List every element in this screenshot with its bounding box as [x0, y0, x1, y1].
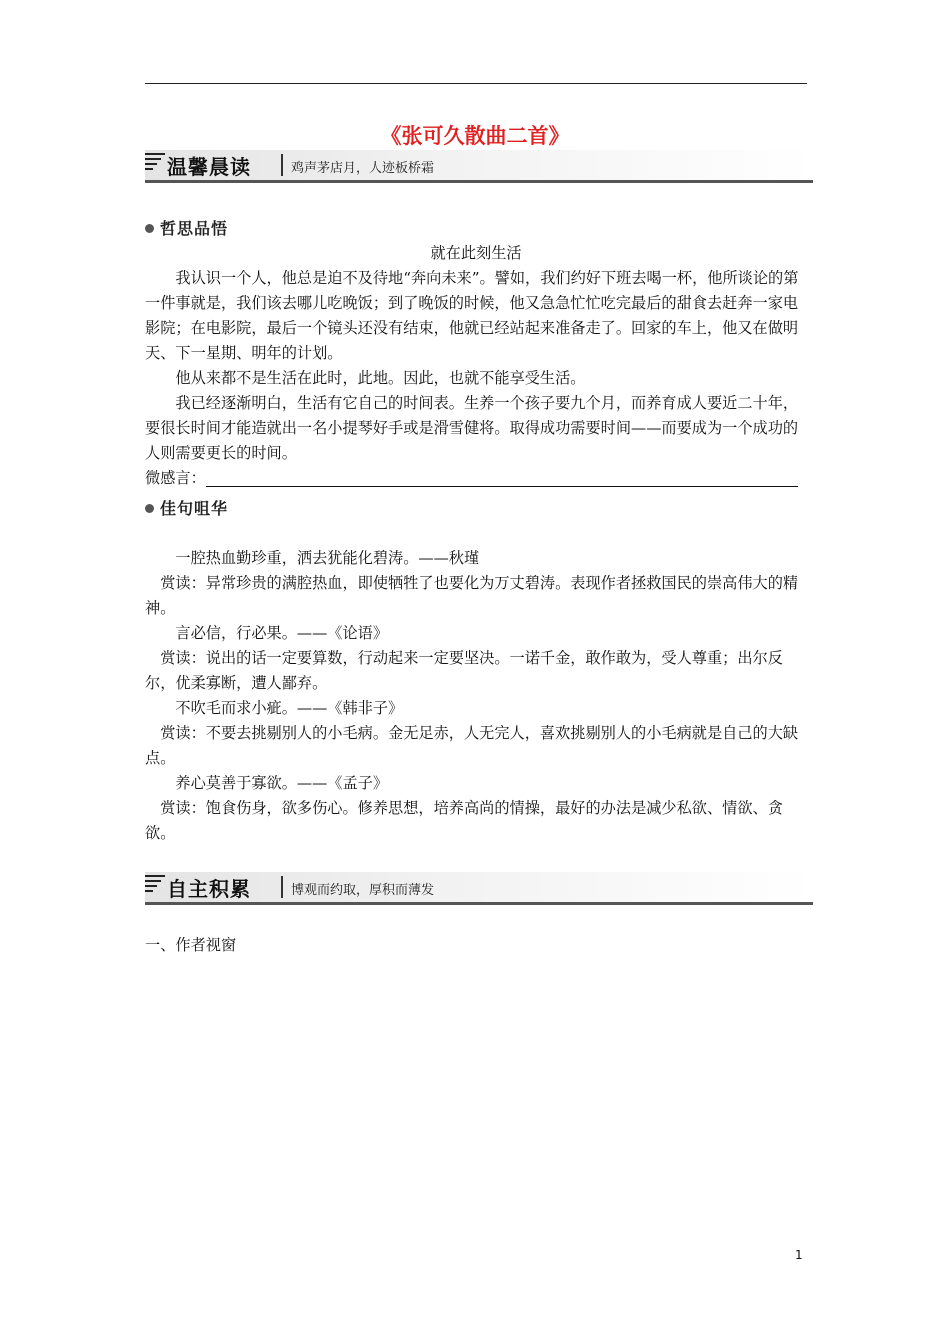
quote-line: 一腔热血勤珍重，洒去犹能化碧涛。——秋瑾: [175, 549, 480, 567]
article-body: [145, 266, 807, 491]
section-heading-quotes: 佳句咀华: [145, 496, 228, 519]
section-banner-warm-reading: [145, 150, 813, 183]
paragraph: 我已经逐渐明白，生活有它自己的时间表。生养一个孩子要九个月，而养育成人要近二十年，要很长时间才能造就出一名小提琴好手或是滑雪健将。取得成功需要时间——而要成为一个成功的人则需要更长的时间。: [145, 394, 799, 462]
quote-line: 养心莫善于寡欲。——《孟子》: [175, 774, 389, 792]
section-banner-self-accumulation: [145, 872, 813, 905]
quote-line: 言必信，行必果。——《论语》: [175, 624, 389, 642]
page-title: 《张可久散曲二首》: [380, 124, 570, 148]
article-title: 就在此刻生活: [430, 244, 522, 262]
banner-subtitle: 博观而约取，厚积而薄发: [291, 883, 435, 898]
quotes-list: [145, 546, 807, 846]
bullet-dot-icon: [145, 504, 154, 513]
banner-title: 自主积累: [167, 877, 251, 901]
quote-comment: 赏读：饱食伤身，欲多伤心。修养思想，培养高尚的情操，最好的办法是减少私欲、情欲、贪欲。: [145, 799, 783, 842]
page-number: 1: [795, 1248, 803, 1262]
section-heading-author-window: 一、作者视窗: [145, 936, 237, 954]
paragraph: 我认识一个人，他总是迫不及待地“奔向未来”。譬如，我们约好下班去喝一杯，他所谈论的第一件事就是，我们该去哪儿吃晚饭；到了晚饭的时候，他又急急忙忙吃完最后的甜食去赶奔一家电影院；在电影院，最后一个镜头还没有结束，他就已经站起来准备走了。回家的车上，他又在做明天、下一星期、明年的计划。: [145, 269, 799, 362]
reflection-line: [145, 466, 807, 491]
stripes-icon: [145, 875, 165, 897]
section-heading-philosophy: 哲思品悟: [145, 216, 228, 239]
quote-comment: 赏读：说出的话一定要算数，行动起来一定要坚决。一诺千金，敢作敢为，受人尊重；出尔反尔，优柔寡断，遭人鄙弃。: [145, 649, 783, 692]
banner-divider: [281, 876, 283, 898]
reflection-blank: [206, 469, 798, 487]
paragraph: 他从来都不是生活在此时，此地。因此，也就不能享受生活。: [175, 369, 586, 387]
banner-title: 温馨晨读: [167, 155, 251, 179]
quote-line: 不吹毛而求小疵。——《韩非子》: [175, 699, 404, 717]
stripes-icon: [145, 153, 165, 175]
quote-comment: 赏读：异常珍贵的满腔热血，即使牺牲了也要化为万丈碧涛。表现作者拯救国民的崇高伟大的精神。: [145, 574, 799, 617]
bullet-dot-icon: [145, 224, 154, 233]
quote-comment: 赏读：不要去挑剔别人的小毛病。金无足赤，人无完人，喜欢挑剔别人的小毛病就是自己的大缺点。: [145, 724, 799, 767]
banner-subtitle: 鸡声茅店月，人迹板桥霜: [291, 161, 435, 176]
banner-divider: [281, 154, 283, 176]
reflection-label: 微感言：: [145, 469, 206, 487]
header-rule: [145, 83, 807, 84]
